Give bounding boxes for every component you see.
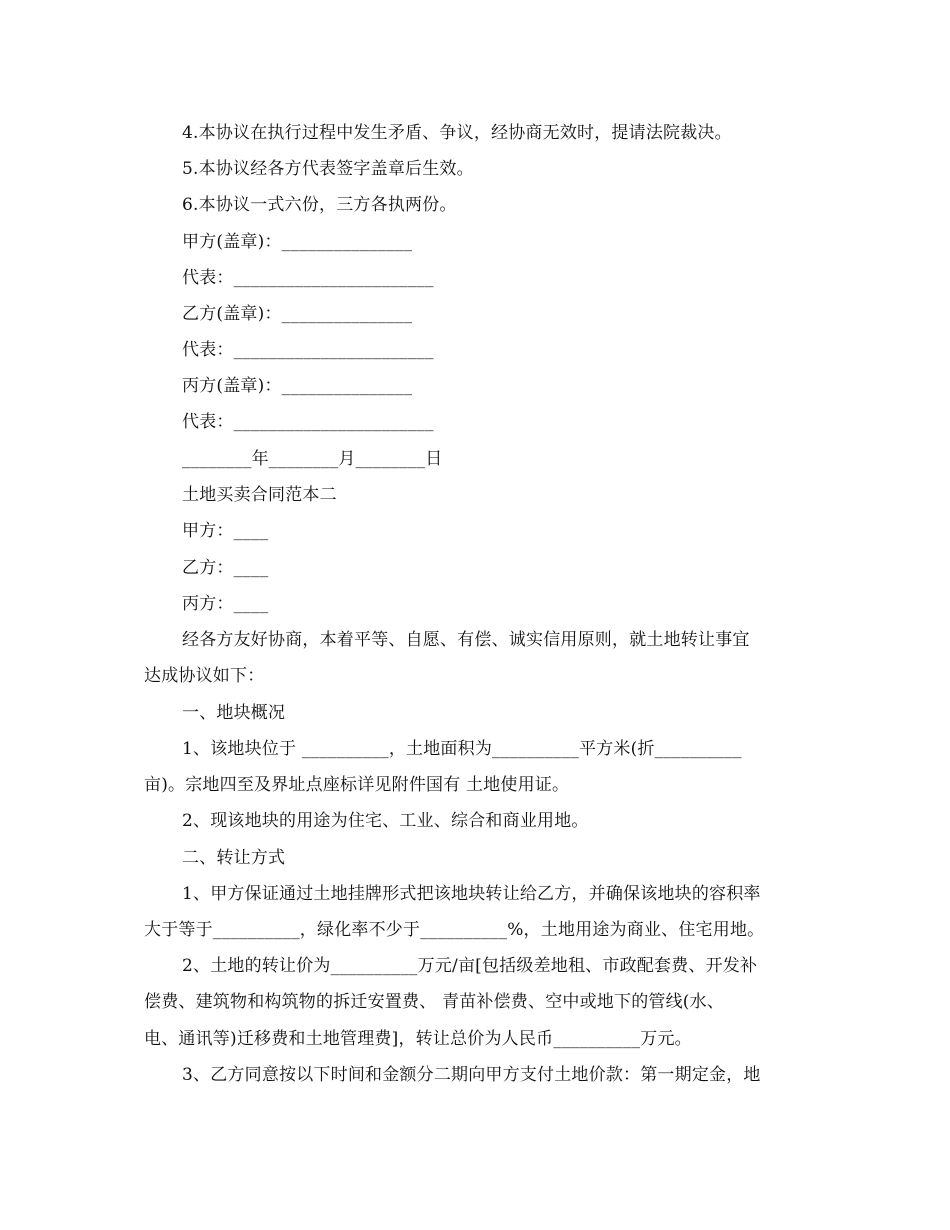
item-1-line-1: 1、该地块位于 __________，土地面积为__________平方米(折__________ [182,739,742,759]
party-b-line: 乙方：____ [182,558,269,578]
transfer-item-3-line-1: 3、乙方同意按以下时间和金额分二期向甲方支付土地价款：第一期定金，地 [182,1065,761,1085]
heading-plot-overview: 一、地块概况 [182,703,286,723]
transfer-item-1-line-1: 1、甲方保证通过土地挂牌形式把该地块转让给乙方，并确保该地块的容积率 [182,884,761,904]
transfer-item-2-line-3: 电、通讯等)迁移费和土地管理费]，转让总价为人民币__________万元。 [144,1029,692,1049]
transfer-item-2-line-1: 2、土地的转让价为__________万元/亩[包括级差地租、市政配套费、开发补 [182,956,758,976]
party-a-seal-line: 甲方(盖章)：_______________ [182,232,413,252]
clause-6: 6.本协议一式六份，三方各执两份。 [182,195,457,215]
party-b-representative-line: 代表：_______________________ [182,340,434,360]
party-c-line: 丙方：____ [182,594,269,614]
intro-paragraph-line-2: 达成协议如下： [144,666,265,686]
party-c-seal-line: 丙方(盖章)：_______________ [182,376,413,396]
item-2: 2、现该地块的用途为住宅、工业、综合和商业用地。 [182,811,589,831]
clause-4: 4.本协议在执行过程中发生矛盾、争议，经协商无效时，提请法院裁决。 [182,123,732,143]
party-c-representative-line: 代表：_______________________ [182,412,434,432]
transfer-item-1-line-2: 大于等于__________，绿化率不少于__________%，土地用途为商业、住宅用地。 [144,920,765,940]
item-1-line-2: 亩)。宗地四至及界址点座标详见附件国有 土地使用证。 [144,775,570,795]
date-line: ________年________月________日 [182,449,443,469]
intro-paragraph-line-1: 经各方友好协商，本着平等、自愿、有偿、诚实信用原则，就土地转让事宜 [182,630,750,650]
party-a-representative-line: 代表：_______________________ [182,268,434,288]
section-title: 土地买卖合同范本二 [182,485,337,505]
heading-transfer-method: 二、转让方式 [182,848,286,868]
party-a-line: 甲方：____ [182,521,269,541]
clause-5: 5.本协议经各方代表签字盖章后生效。 [182,159,474,179]
party-b-seal-line: 乙方(盖章)：_______________ [182,304,413,324]
transfer-item-2-line-2: 偿费、建筑物和构筑物的拆迁安置费、 青苗补偿费、空中或地下的管线(水、 [144,992,725,1012]
